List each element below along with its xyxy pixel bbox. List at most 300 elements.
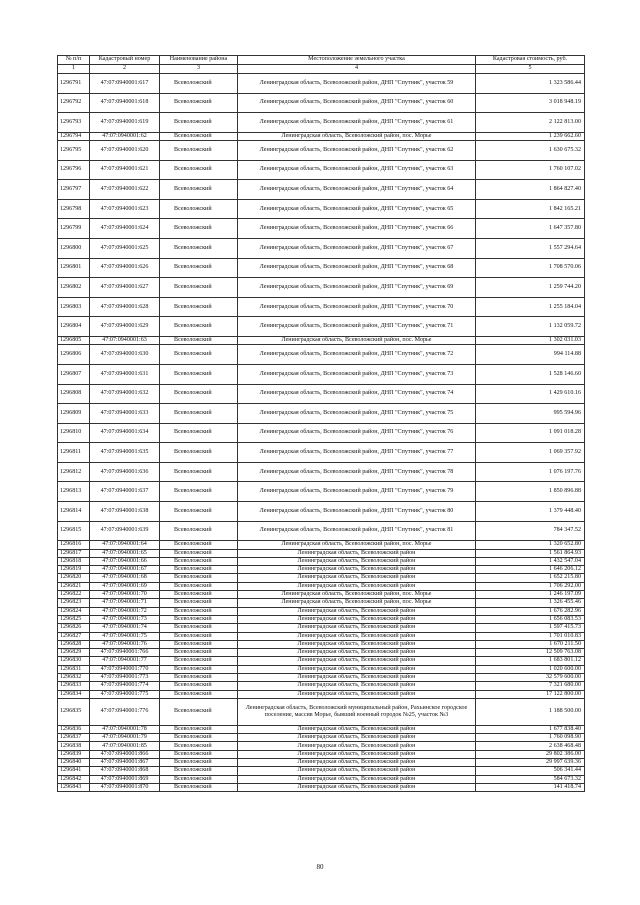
cadastral-number: 47:07:0940001:634: [90, 423, 160, 443]
cadastral-value: 1 864 827.40: [476, 180, 585, 200]
land-location: Ленинградская область, Всеволожский район, ДНП "Спутник", участок 75: [238, 404, 476, 424]
table-row: [58, 278, 585, 298]
district-name: Всеволожский: [160, 258, 238, 278]
row-index: 1296804: [58, 317, 90, 337]
district-name: Всеволожский: [160, 93, 238, 113]
cadastral-value: 1 701 010.83: [476, 632, 585, 640]
district-name: Всеволожский: [160, 219, 238, 239]
header-cadastral-number: Кадастровый номер: [90, 56, 160, 65]
land-location: Ленинградская область, Всеволожский район, пос. Морье: [238, 132, 476, 140]
page-number: 80: [316, 863, 324, 871]
cadastral-number: 47:07:0940001:870: [90, 783, 160, 791]
row-index: 1296835: [58, 698, 90, 725]
cadastral-value: 1 320 652.80: [476, 541, 585, 549]
district-name: Всеволожский: [160, 640, 238, 648]
row-index: 1296795: [58, 141, 90, 161]
table-row: [58, 132, 585, 140]
row-index: 1296833: [58, 682, 90, 690]
district-name: Всеволожский: [160, 462, 238, 482]
header-num-1: 1: [58, 65, 90, 74]
header-location: Местоположение земельного участка: [238, 56, 476, 65]
cadastral-value: 2 122 813.00: [476, 113, 585, 133]
cadastral-number: 47:07:0940001:633: [90, 404, 160, 424]
land-location: Ленинградская область, Всеволожский район, ДНП "Спутник", участок 66: [238, 219, 476, 239]
land-location: Ленинградская область, Всеволожский район: [238, 557, 476, 565]
cadastral-number: 47:07:0940001:67: [90, 566, 160, 574]
cadastral-number: 47:07:0940001:776: [90, 698, 160, 725]
cadastral-value: 1 760 098.90: [476, 734, 585, 742]
row-index: 1296824: [58, 607, 90, 615]
cadastral-number: 47:07:0940001:631: [90, 364, 160, 384]
cadastral-number: 47:07:0940001:775: [90, 690, 160, 698]
row-index: 1296809: [58, 404, 90, 424]
cadastral-value: 1 652 215.80: [476, 574, 585, 582]
cadastral-number: 47:07:0940001:77: [90, 657, 160, 665]
district-name: Всеволожский: [160, 615, 238, 623]
row-index: 1296805: [58, 337, 90, 345]
table-row: [58, 775, 585, 783]
document-sheet: [57, 55, 584, 792]
land-location: Ленинградская область, Всеволожский район: [238, 566, 476, 574]
table-row: [58, 783, 585, 791]
header-value: Кадастровая стоимость, руб.: [476, 56, 585, 65]
cadastral-value: 1 326 455.46: [476, 599, 585, 607]
district-name: Всеволожский: [160, 657, 238, 665]
cadastral-number: 47:07:0940001:619: [90, 113, 160, 133]
cadastral-number: 47:07:0940001:866: [90, 750, 160, 758]
table-row: [58, 574, 585, 582]
land-location: Ленинградская область, Всеволожский район: [238, 725, 476, 733]
cadastral-number: 47:07:0940001:766: [90, 649, 160, 657]
row-index: 1296807: [58, 364, 90, 384]
cadastral-value: 1 379 448.40: [476, 502, 585, 522]
district-name: Всеволожский: [160, 591, 238, 599]
row-index: 1296843: [58, 783, 90, 791]
district-name: Всеволожский: [160, 423, 238, 443]
table-row: [58, 337, 585, 345]
cadastral-number: 47:07:0940001:78: [90, 725, 160, 733]
land-location: Ленинградская область, Всеволожский район, ДНП "Спутник", участок 68: [238, 258, 476, 278]
district-name: Всеволожский: [160, 734, 238, 742]
land-location: Ленинградская область, Всеволожский район, ДНП "Спутник", участок 64: [238, 180, 476, 200]
table-row: [58, 482, 585, 502]
land-location: Ленинградская область, Всеволожский район, ДНП "Спутник", участок 73: [238, 364, 476, 384]
row-index: 1296793: [58, 113, 90, 133]
cadastral-number: 47:07:0940001:773: [90, 674, 160, 682]
district-name: Всеволожский: [160, 404, 238, 424]
land-location: Ленинградская область, Всеволожский район, ДНП "Спутник", участок 80: [238, 502, 476, 522]
district-name: Всеволожский: [160, 750, 238, 758]
land-location: Ленинградская область, Всеволожский муниципальный район, Рахьинское городское поселение, массив Морье, бывший военный городок №25, участок №3: [238, 698, 476, 725]
table-row: [58, 591, 585, 599]
land-location: Ленинградская область, Всеволожский район: [238, 574, 476, 582]
row-index: 1296838: [58, 742, 90, 750]
cadastral-value: 584 673.32: [476, 775, 585, 783]
district-name: Всеволожский: [160, 574, 238, 582]
land-location: Ленинградская область, Всеволожский район: [238, 674, 476, 682]
cadastral-number: 47:07:0940001:638: [90, 502, 160, 522]
district-name: Всеволожский: [160, 649, 238, 657]
district-name: Всеволожский: [160, 482, 238, 502]
land-location: Ленинградская область, Всеволожский район, ДНП "Спутник", участок 63: [238, 160, 476, 180]
district-name: Всеволожский: [160, 759, 238, 767]
cadastral-value: 3 018 948.19: [476, 93, 585, 113]
cadastral-number: 47:07:0940001:85: [90, 742, 160, 750]
land-location: Ленинградская область, Всеволожский район: [238, 750, 476, 758]
cadastral-value: 1 528 146.60: [476, 364, 585, 384]
cadastral-value: 1 647 357.80: [476, 219, 585, 239]
cadastral-number: 47:07:0940001:774: [90, 682, 160, 690]
cadastral-value: 32 579 600.00: [476, 674, 585, 682]
row-index: 1296827: [58, 632, 90, 640]
table-row: [58, 607, 585, 615]
cadastral-value: 994 114.88: [476, 345, 585, 365]
row-index: 1296813: [58, 482, 90, 502]
cadastral-number: 47:07:0940001:639: [90, 521, 160, 541]
land-location: Ленинградская область, Всеволожский район, ДНП "Спутник", участок 79: [238, 482, 476, 502]
cadastral-value: 1 302 031.03: [476, 337, 585, 345]
district-name: Всеволожский: [160, 132, 238, 140]
row-index: 1296810: [58, 423, 90, 443]
district-name: Всеволожский: [160, 160, 238, 180]
row-index: 1296830: [58, 657, 90, 665]
row-index: 1296812: [58, 462, 90, 482]
row-index: 1296802: [58, 278, 90, 298]
row-index: 1296797: [58, 180, 90, 200]
row-index: 1296832: [58, 674, 90, 682]
land-location: Ленинградская область, Всеволожский район: [238, 607, 476, 615]
cadastral-number: 47:07:0940001:617: [90, 74, 160, 94]
cadastral-number: 47:07:0940001:636: [90, 462, 160, 482]
land-location: Ленинградская область, Всеволожский район: [238, 624, 476, 632]
table-row: [58, 734, 585, 742]
land-location: Ленинградская область, Всеволожский район: [238, 742, 476, 750]
row-index: 1296817: [58, 549, 90, 557]
table-row: [58, 649, 585, 657]
district-name: Всеволожский: [160, 317, 238, 337]
cadastral-number: 47:07:0940001:73: [90, 615, 160, 623]
cadastral-value: 1 630 675.32: [476, 141, 585, 161]
land-location: Ленинградская область, Всеволожский район, ДНП "Спутник", участок 61: [238, 113, 476, 133]
district-name: Всеволожский: [160, 690, 238, 698]
land-location: Ленинградская область, Всеволожский район: [238, 615, 476, 623]
land-location: Ленинградская область, Всеволожский район, пос. Морье: [238, 541, 476, 549]
district-name: Всеволожский: [160, 783, 238, 791]
district-name: Всеволожский: [160, 541, 238, 549]
table-row: [58, 180, 585, 200]
land-location: Ленинградская область, Всеволожский район, ДНП "Спутник", участок 78: [238, 462, 476, 482]
cadastral-value: 1 557 294.64: [476, 239, 585, 259]
cadastral-number: 47:07:0940001:76: [90, 640, 160, 648]
cadastral-value: 1 597 415.73: [476, 624, 585, 632]
table-row: [58, 698, 585, 725]
table-row: [58, 566, 585, 574]
district-name: Всеволожский: [160, 665, 238, 673]
cadastral-value: 1 708 570.06: [476, 258, 585, 278]
cadastral-number: 47:07:0940001:71: [90, 599, 160, 607]
district-name: Всеволожский: [160, 113, 238, 133]
district-name: Всеволожский: [160, 443, 238, 463]
row-index: 1296823: [58, 599, 90, 607]
cadastral-number: 47:07:0940001:629: [90, 317, 160, 337]
row-index: 1296818: [58, 557, 90, 565]
table-row: [58, 93, 585, 113]
cadastral-value: 995 594.96: [476, 404, 585, 424]
cadastral-value: 1 646 206.12: [476, 566, 585, 574]
cadastral-value: 1 850 896.88: [476, 482, 585, 502]
table-row: [58, 317, 585, 337]
district-name: Всеволожский: [160, 682, 238, 690]
cadastral-number: 47:07:0940001:622: [90, 180, 160, 200]
row-index: 1296815: [58, 521, 90, 541]
district-name: Всеволожский: [160, 632, 238, 640]
land-location: Ленинградская область, Всеволожский район: [238, 665, 476, 673]
land-location: Ленинградская область, Всеволожский район, ДНП "Спутник", участок 65: [238, 199, 476, 219]
table-row: [58, 682, 585, 690]
land-location: Ленинградская область, Всеволожский район: [238, 582, 476, 590]
land-location: Ленинградская область, Всеволожский район, ДНП "Спутник", участок 67: [238, 239, 476, 259]
district-name: Всеволожский: [160, 502, 238, 522]
row-index: 1296821: [58, 582, 90, 590]
cadastral-value: 1 656 083.53: [476, 615, 585, 623]
header-num-5: 5: [476, 65, 585, 74]
cadastral-value: 1 069 357.92: [476, 443, 585, 463]
cadastral-number: 47:07:0940001:74: [90, 624, 160, 632]
row-index: 1296794: [58, 132, 90, 140]
cadastral-table: [57, 55, 585, 792]
cadastral-number: 47:07:0940001:635: [90, 443, 160, 463]
district-name: Всеволожский: [160, 607, 238, 615]
cadastral-value: 29 997 639.36: [476, 759, 585, 767]
cadastral-number: 47:07:0940001:869: [90, 775, 160, 783]
cadastral-value: 1 676 282.96: [476, 607, 585, 615]
table-row: [58, 199, 585, 219]
cadastral-value: 1 091 018.28: [476, 423, 585, 443]
table-row: [58, 239, 585, 259]
cadastral-number: 47:07:0940001:69: [90, 582, 160, 590]
row-index: 1296808: [58, 384, 90, 404]
table-row: [58, 665, 585, 673]
district-name: Всеволожский: [160, 141, 238, 161]
row-index: 1296822: [58, 591, 90, 599]
cadastral-number: 47:07:0940001:70: [90, 591, 160, 599]
district-name: Всеволожский: [160, 180, 238, 200]
table-row: [58, 258, 585, 278]
cadastral-value: 1 561 864.93: [476, 549, 585, 557]
cadastral-number: 47:07:0940001:626: [90, 258, 160, 278]
cadastral-value: 1 239 662.60: [476, 132, 585, 140]
table-row: [58, 219, 585, 239]
land-location: Ленинградская область, Всеволожский район, ДНП "Спутник", участок 76: [238, 423, 476, 443]
table-row: [58, 624, 585, 632]
table-row: [58, 384, 585, 404]
land-location: Ленинградская область, Всеволожский район, ДНП "Спутник", участок 81: [238, 521, 476, 541]
table-row: [58, 750, 585, 758]
cadastral-number: 47:07:0940001:632: [90, 384, 160, 404]
cadastral-number: 47:07:0940001:621: [90, 160, 160, 180]
table-row: [58, 141, 585, 161]
cadastral-value: 1 076 197.76: [476, 462, 585, 482]
land-location: Ленинградская область, Всеволожский район: [238, 682, 476, 690]
cadastral-number: 47:07:0940001:630: [90, 345, 160, 365]
row-index: 1296791: [58, 74, 90, 94]
table-row: [58, 541, 585, 549]
cadastral-value: 1 670 211.50: [476, 640, 585, 648]
cadastral-number: 47:07:0940001:637: [90, 482, 160, 502]
cadastral-value: 1 323 586.44: [476, 74, 585, 94]
cadastral-number: 47:07:0940001:623: [90, 199, 160, 219]
header-index: № п/п: [58, 56, 90, 65]
cadastral-number: 47:07:0940001:79: [90, 734, 160, 742]
cadastral-number: 47:07:0940001:770: [90, 665, 160, 673]
district-name: Всеволожский: [160, 384, 238, 404]
table-row: [58, 74, 585, 94]
row-index: 1296840: [58, 759, 90, 767]
land-location: Ленинградская область, Всеволожский район: [238, 549, 476, 557]
table-row: [58, 345, 585, 365]
table-row: [58, 521, 585, 541]
cadastral-value: 1 020 600.00: [476, 665, 585, 673]
district-name: Всеволожский: [160, 725, 238, 733]
row-index: 1296806: [58, 345, 90, 365]
district-name: Всеволожский: [160, 337, 238, 345]
cadastral-value: 1 132 059.72: [476, 317, 585, 337]
table-row: [58, 113, 585, 133]
cadastral-number: 47:07:0940001:63: [90, 337, 160, 345]
land-location: Ленинградская область, Всеволожский район: [238, 657, 476, 665]
cadastral-value: 1 677 838.40: [476, 725, 585, 733]
cadastral-number: 47:07:0940001:68: [90, 574, 160, 582]
table-row: [58, 160, 585, 180]
row-index: 1296819: [58, 566, 90, 574]
land-location: Ленинградская область, Всеволожский район, пос. Морье: [238, 591, 476, 599]
row-index: 1296799: [58, 219, 90, 239]
land-location: Ленинградская область, Всеволожский район: [238, 734, 476, 742]
cadastral-value: 1 432 547.04: [476, 557, 585, 565]
table-row: [58, 502, 585, 522]
land-location: Ленинградская область, Всеволожский район, ДНП "Спутник", участок 71: [238, 317, 476, 337]
district-name: Всеволожский: [160, 345, 238, 365]
cadastral-value: 1 842 165.21: [476, 199, 585, 219]
cadastral-value: 784 347.52: [476, 521, 585, 541]
table-row: [58, 725, 585, 733]
table-row: [58, 742, 585, 750]
table-row: [58, 364, 585, 384]
district-name: Всеволожский: [160, 599, 238, 607]
district-name: Всеволожский: [160, 582, 238, 590]
cadastral-number: 47:07:0940001:868: [90, 767, 160, 775]
land-location: Ленинградская область, Всеволожский район, ДНП "Спутник", участок 74: [238, 384, 476, 404]
cadastral-number: 47:07:0940001:620: [90, 141, 160, 161]
land-location: Ленинградская область, Всеволожский район, пос. Морье: [238, 337, 476, 345]
land-location: Ленинградская область, Всеволожский район, ДНП "Спутник", участок 77: [238, 443, 476, 463]
land-location: Ленинградская область, Всеволожский район: [238, 759, 476, 767]
cadastral-number: 47:07:0940001:75: [90, 632, 160, 640]
district-name: Всеволожский: [160, 767, 238, 775]
cadastral-value: 1 246 197.09: [476, 591, 585, 599]
row-index: 1296816: [58, 541, 90, 549]
land-location: Ленинградская область, Всеволожский район: [238, 640, 476, 648]
table-row: [58, 640, 585, 648]
district-name: Всеволожский: [160, 278, 238, 298]
cadastral-number: 47:07:0940001:64: [90, 541, 160, 549]
cadastral-value: 1 188 500.00: [476, 698, 585, 725]
district-name: Всеволожский: [160, 297, 238, 317]
land-location: Ленинградская область, Всеволожский район, ДНП "Спутник", участок 62: [238, 141, 476, 161]
district-name: Всеволожский: [160, 74, 238, 94]
row-index: 1296800: [58, 239, 90, 259]
table-row: [58, 297, 585, 317]
table-row: [58, 582, 585, 590]
table-row: [58, 599, 585, 607]
cadastral-number: 47:07:0940001:62: [90, 132, 160, 140]
cadastral-number: 47:07:0940001:618: [90, 93, 160, 113]
land-location: Ленинградская область, Всеволожский район, ДНП "Спутник", участок 69: [238, 278, 476, 298]
table-row: [58, 549, 585, 557]
district-name: Всеволожский: [160, 742, 238, 750]
cadastral-number: 47:07:0940001:72: [90, 607, 160, 615]
cadastral-value: 506 341.44: [476, 767, 585, 775]
district-name: Всеволожский: [160, 674, 238, 682]
land-location: Ленинградская область, Всеволожский район, ДНП "Спутник", участок 70: [238, 297, 476, 317]
cadastral-number: 47:07:0940001:624: [90, 219, 160, 239]
district-name: Всеволожский: [160, 199, 238, 219]
table-row: [58, 690, 585, 698]
cadastral-value: 1 259 744.20: [476, 278, 585, 298]
cadastral-value: 1 429 610.16: [476, 384, 585, 404]
row-index: 1296829: [58, 649, 90, 657]
table-row: [58, 443, 585, 463]
table-row: [58, 657, 585, 665]
cadastral-value: 12 509 763.08: [476, 649, 585, 657]
table-row: [58, 674, 585, 682]
row-index: 1296831: [58, 665, 90, 673]
cadastral-number: 47:07:0940001:625: [90, 239, 160, 259]
table-row: [58, 767, 585, 775]
row-index: 1296839: [58, 750, 90, 758]
table-body: [58, 74, 585, 792]
cadastral-value: 29 802 386.00: [476, 750, 585, 758]
land-location: Ленинградская область, Всеволожский район, ДНП "Спутник", участок 59: [238, 74, 476, 94]
table-row: [58, 404, 585, 424]
district-name: Всеволожский: [160, 566, 238, 574]
row-index: 1296811: [58, 443, 90, 463]
table-row: [58, 462, 585, 482]
row-index: 1296836: [58, 725, 90, 733]
row-index: 1296834: [58, 690, 90, 698]
land-location: Ленинградская область, Всеволожский район, ДНП "Спутник", участок 72: [238, 345, 476, 365]
header-number-row: [58, 65, 585, 74]
row-index: 1296798: [58, 199, 90, 219]
row-index: 1296825: [58, 615, 90, 623]
row-index: 1296826: [58, 624, 90, 632]
row-index: 1296803: [58, 297, 90, 317]
district-name: Всеволожский: [160, 521, 238, 541]
table-row: [58, 632, 585, 640]
district-name: Всеволожский: [160, 557, 238, 565]
row-index: 1296828: [58, 640, 90, 648]
cadastral-value: 7 321 680.00: [476, 682, 585, 690]
table-row: [58, 759, 585, 767]
cadastral-number: 47:07:0940001:627: [90, 278, 160, 298]
cadastral-value: 141 418.74: [476, 783, 585, 791]
row-index: 1296792: [58, 93, 90, 113]
cadastral-value: 1 760 107.02: [476, 160, 585, 180]
table-row: [58, 557, 585, 565]
land-location: Ленинградская область, Всеволожский район: [238, 632, 476, 640]
district-name: Всеволожский: [160, 364, 238, 384]
row-index: 1296841: [58, 767, 90, 775]
